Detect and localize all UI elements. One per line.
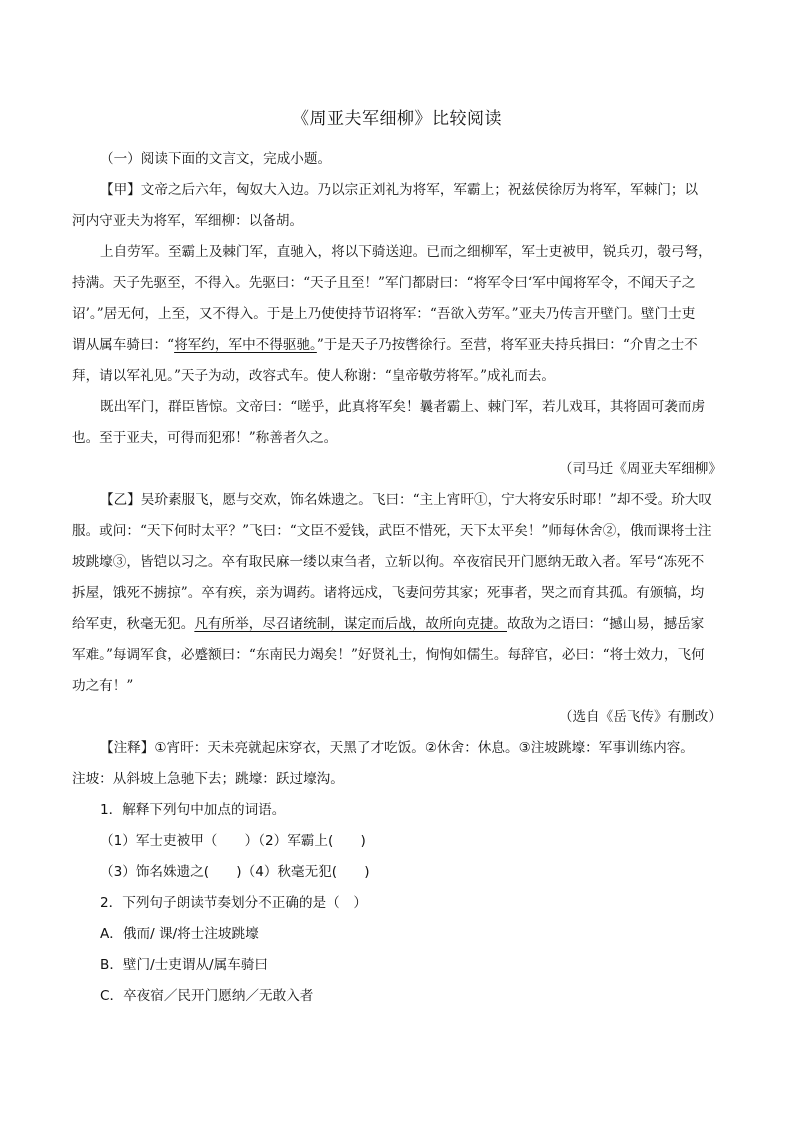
underlined-sentence: 将军约，军中不得驱驰。 [174, 337, 317, 353]
passage-jia [72, 175, 722, 485]
notes [72, 733, 722, 795]
underlined-sentence: 凡有所举，尽召诸统制，谋定而后战，故所向克捷。 [194, 616, 507, 632]
text-segment: 谓从属车骑曰：“ [72, 337, 175, 353]
passage-line: 功之有！” [72, 678, 134, 694]
section-header: （一）阅读下面的文言文，完成小题。 [100, 151, 332, 167]
text-segment: 给军吏，秋毫无犯。 [72, 616, 195, 632]
passage-line: 也。至于亚夫，可得而犯邪！”称善者久之。 [72, 430, 338, 446]
text-segment: ”于是天子乃按辔徐行。至营，将军亚夫持兵揖曰：“介胄之士不 [316, 337, 698, 353]
question-row: （1）军士吏被甲（ ）（2）军霸上( ) [100, 833, 366, 849]
passage-line: 【乙】吴玠素服飞，愿与交欢，饰名姝遗之。飞曰：“主上宵旰①，宁大将安乐时耶！”却不受。玠大叹 [100, 492, 713, 508]
document-body [72, 144, 722, 1012]
passage-line: 拆屋，饿死不掳掠”。卒有疾，亲为调药。诸将远戍，飞妻问劳其家；死事者，哭之而育其孤。有颁犒，均 [72, 585, 705, 601]
question-stem: 2．下列句子朗读节奏划分不正确的是（ ） [100, 895, 367, 911]
text-segment: 故敌为之语曰：“撼山易，撼岳家 [507, 616, 705, 632]
passage-source: （司马迁《周亚夫军细柳》 [558, 461, 722, 477]
passage-line: 【甲】文帝之后六年，匈奴大入边。乃以宗正刘礼为将军，军霸上；祝兹侯徐厉为将军，军棘门；以 [100, 182, 699, 198]
question-2 [72, 888, 722, 1012]
question-row: （3）饰名姝遗之( )（4）秋毫无犯( ) [100, 864, 370, 880]
passage-line: 既出军门，群臣皆惊。文帝曰：“嗟乎，此真将军矣！曩者霸上、棘门军，若儿戏耳，其将固可袭而虏 [100, 399, 706, 415]
passage-line: 诏’。”居无何，上至，又不得入。于是上乃使使持节诏将军：“吾欲入劳军。”亚夫乃传言开壁门。壁门士吏 [72, 306, 696, 322]
passage-line: 坡跳壕③，皆铠以习之。卒有取民麻一缕以束刍者，立斩以徇。卒夜宿民开门愿纳无敢入者。军号“冻死不 [72, 554, 705, 570]
question-stem: 1．解释下列句中加点的词语。 [100, 802, 286, 818]
question-1 [72, 795, 722, 888]
passage-line: 拜，请以军礼见。”天子为动，改容式车。使人称谢：“皇帝敬劳将军。”成礼而去。 [72, 368, 556, 384]
page-title: 《周亚夫军细柳》比较阅读 [292, 109, 502, 129]
passage-source: （选自《岳飞传》有删改） [558, 709, 722, 725]
passage-line: 军难。”每调军食，必蹙额曰：“东南民力竭矣！”好贤礼士，恂恂如儒生。每辞官，必曰：“将士效力，飞何 [72, 647, 705, 663]
passage-line: 上自劳军。至霸上及棘门军，直驰入，将以下骑送迎。已而之细柳军，军士吏被甲，锐兵刃，彀弓弩， [100, 244, 712, 260]
passage-line: 服。或问：“天下何时太平？”飞曰：“文臣不爱钱，武臣不惜死，天下太平矣！”师每休舍②，俄而课将士注 [72, 523, 712, 539]
passage-yi [72, 485, 722, 733]
option-b: B．壁门/士吏谓从/属车骑曰 [100, 957, 269, 973]
note-line: 注坡：从斜坡上急驰下去；跳壕：跃过壕沟。 [72, 771, 344, 787]
note-line: 【注释】①宵旰：天未亮就起床穿衣，天黑了才吃饭。②休舍：休息。③注坡跳壕：军事训练内容。 [100, 740, 694, 756]
passage-line: 河内守亚夫为将军，军细柳：以备胡。 [72, 213, 304, 229]
option-a: A．俄而/ 课/将士注坡跳壕 [100, 926, 259, 942]
passage-line [72, 330, 722, 361]
passage-line: 持满。天子先驱至，不得入。先驱曰：“天子且至！”军门都尉曰：“将军令曰‘军中闻将军令，不闻天子之 [72, 275, 696, 291]
option-c: C．卒夜宿／民开门愿纳／无敢入者 [100, 988, 314, 1004]
passage-line [72, 609, 722, 640]
